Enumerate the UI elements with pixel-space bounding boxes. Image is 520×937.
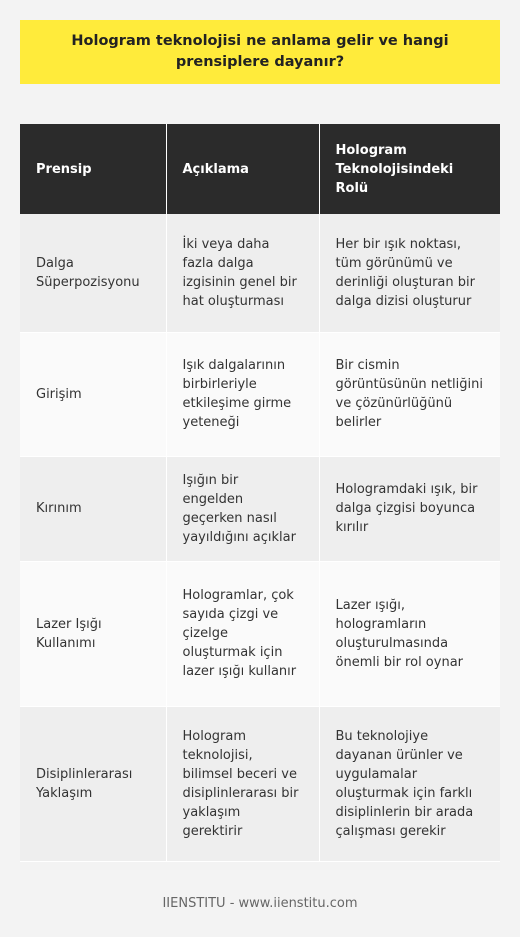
cell-principle: Dalga Süperpozisyonu [20,214,166,332]
table-row [20,332,500,456]
table-row [20,561,500,706]
header-description: Açıklama [166,124,319,214]
cell-role: Bir cismin görüntüsünün netliğini ve çözünürlüğünü belirler [319,332,500,456]
cell-description: Işık dalgalarının birbirleriyle etkileşime girme yeteneği [166,332,319,456]
header-principle: Prensip [20,124,166,214]
cell-role: Her bir ışık noktası, tüm görünümü ve derinliği oluşturan bir dalga dizisi oluşturur [319,214,500,332]
cell-principle: Kırınım [20,456,166,561]
cell-role: Hologramdaki ışık, bir dalga çizgisi boyunca kırılır [319,456,500,561]
title-banner [20,20,500,84]
table-row [20,706,500,861]
cell-principle: Lazer Işığı Kullanımı [20,561,166,706]
table-header-row [20,124,500,214]
cell-description: Hologram teknolojisi, bilimsel beceri ve disiplinlerarası bir yaklaşım gerektirir [166,706,319,861]
page-title: Hologram teknolojisi ne anlama gelir ve hangi prensiplere dayanır? [71,33,449,70]
cell-description: Hologramlar, çok sayıda çizgi ve çizelge oluşturmak için lazer ışığı kullanır [166,561,319,706]
header-role: Hologram Teknolojisindeki Rolü [319,124,500,214]
footer-credit: IIENSTITU - www.iienstitu.com [162,896,358,911]
cell-role: Bu teknolojiye dayanan ürünler ve uygulamalar oluşturmak için farklı disiplinlerin bir arada çalışması gerekir [319,706,500,861]
table-row [20,214,500,332]
cell-principle: Disiplinlerarası Yaklaşım [20,706,166,861]
principles-table [20,124,500,862]
cell-role: Lazer ışığı, hologramların oluşturulmasında önemli bir rol oynar [319,561,500,706]
cell-principle: Girişim [20,332,166,456]
cell-description: Işığın bir engelden geçerken nasıl yayıldığını açıklar [166,456,319,561]
cell-description: İki veya daha fazla dalga izgisinin genel bir hat oluşturması [166,214,319,332]
table-row [20,456,500,561]
